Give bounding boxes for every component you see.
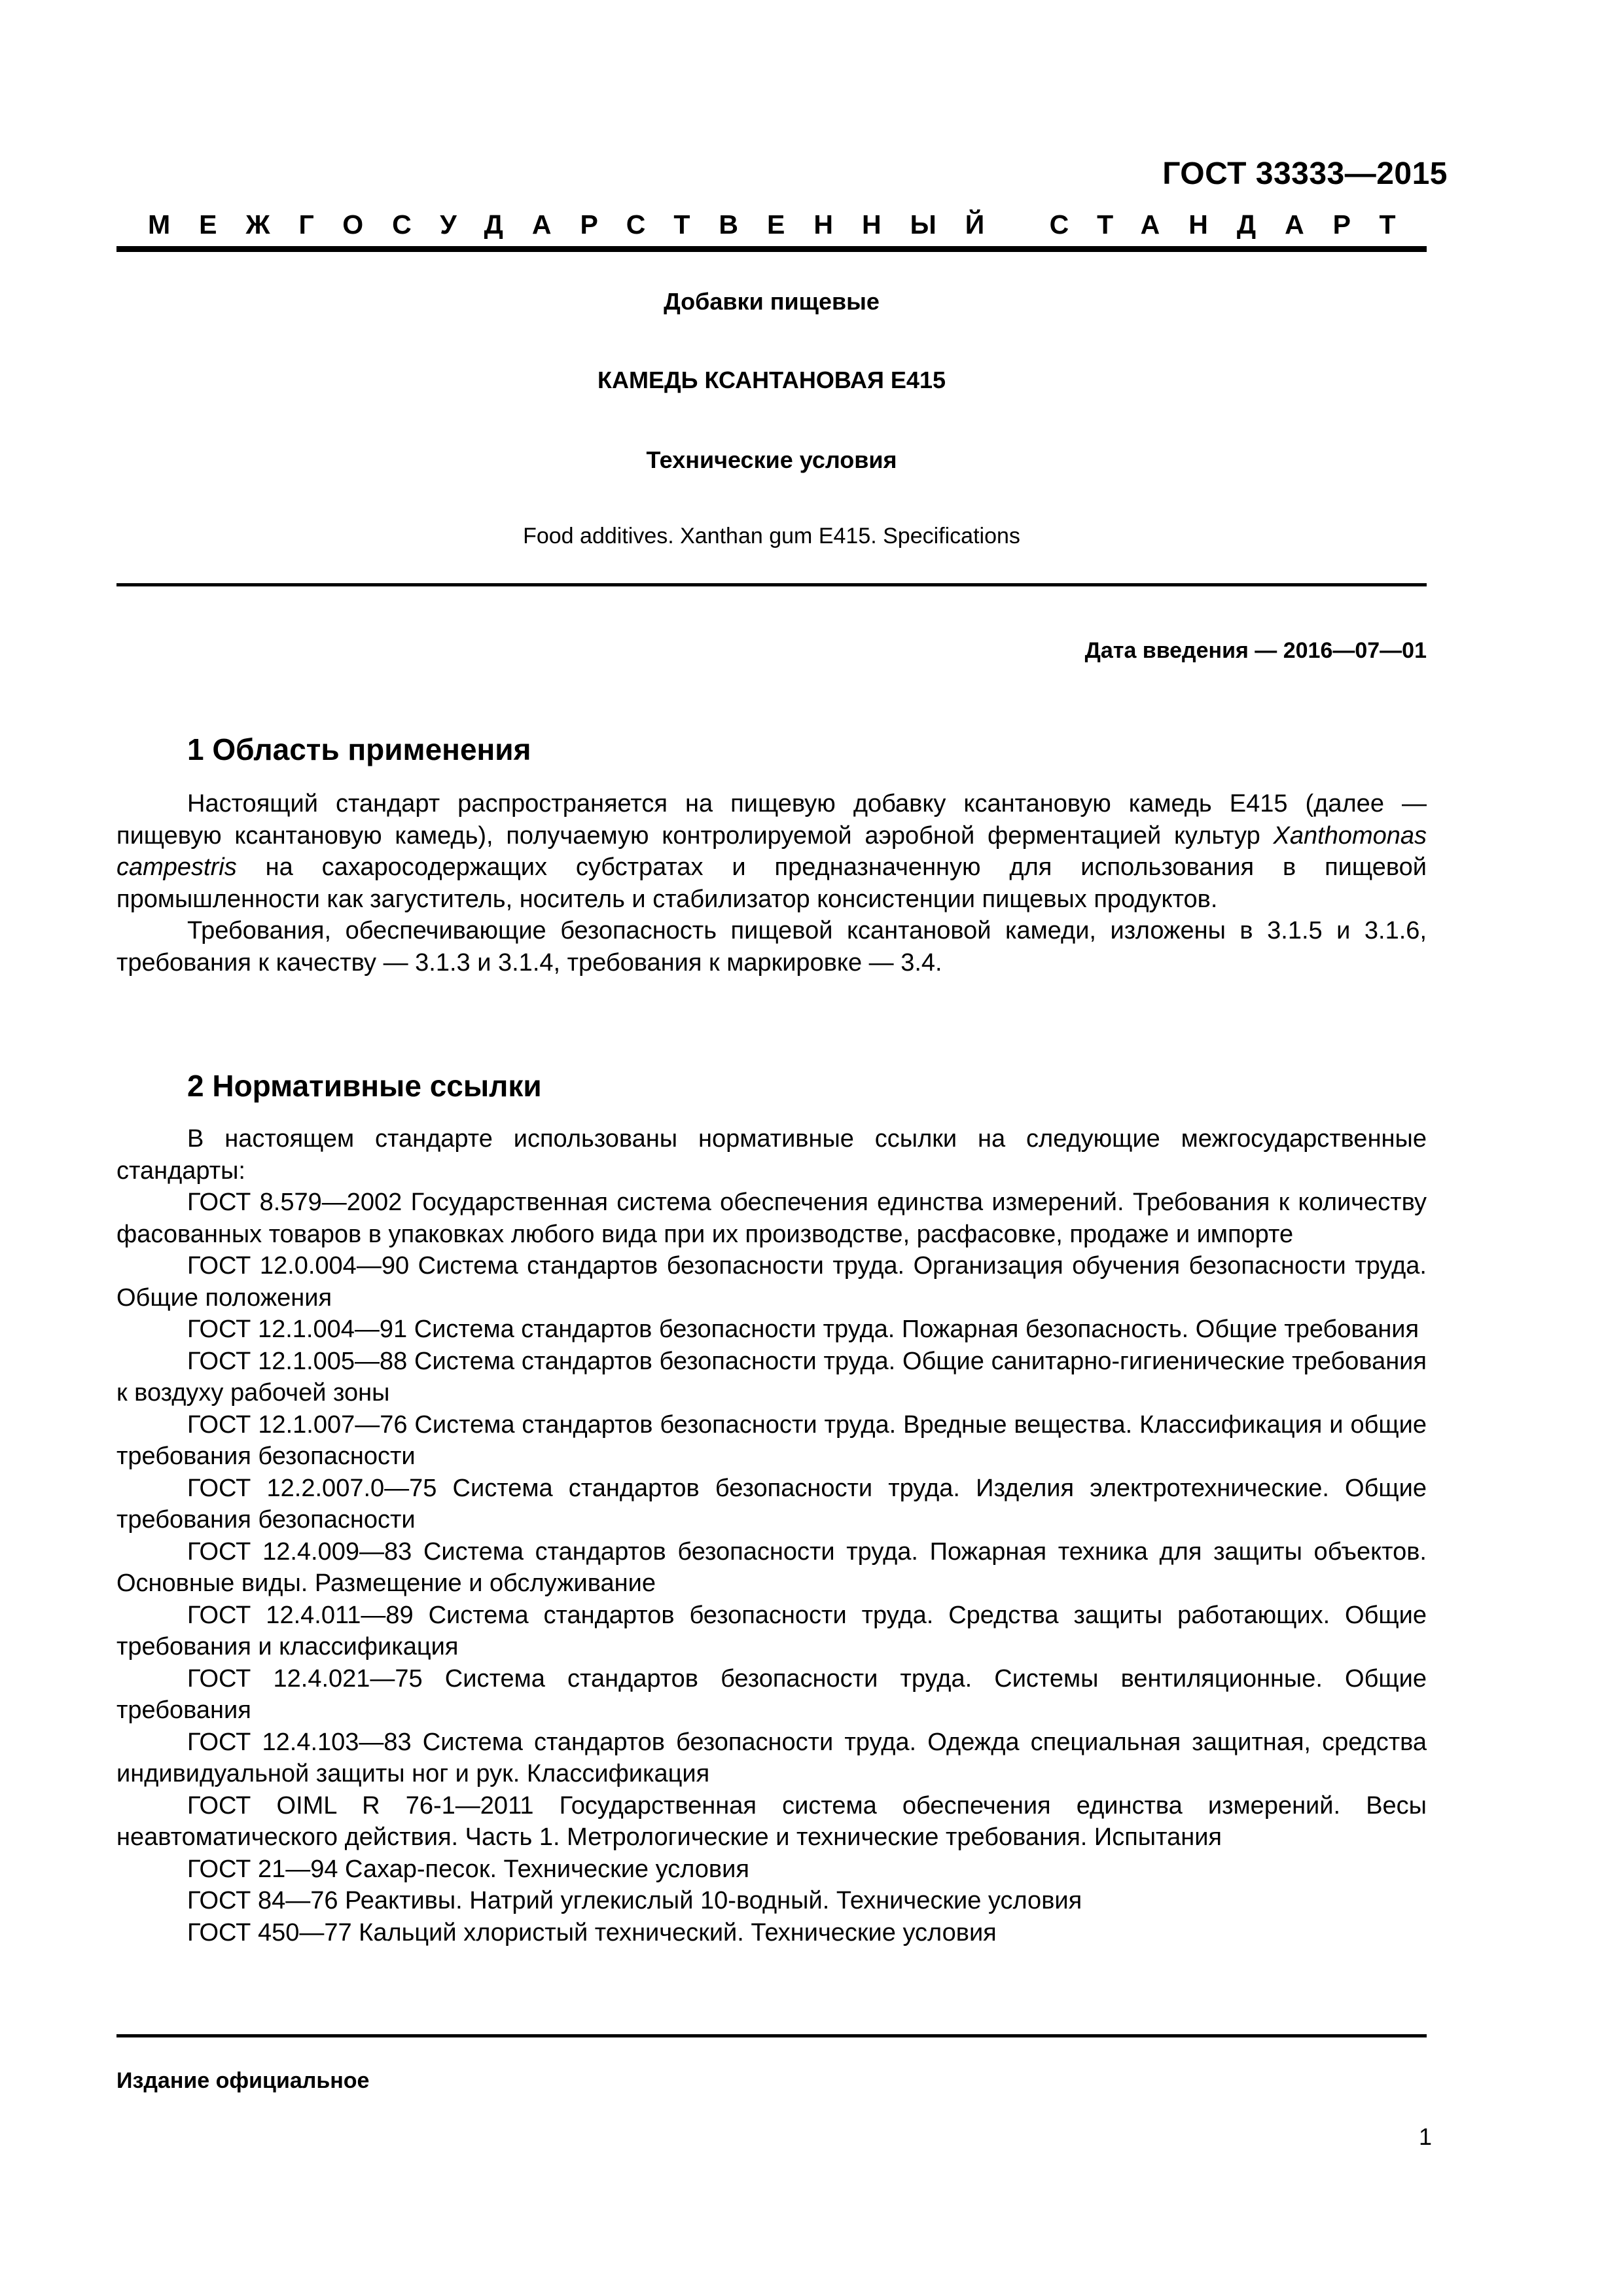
title-subtitle: Технические условия [646, 446, 897, 473]
reference-item: ГОСТ 21—94 Сахар-песок. Технические условия [187, 1855, 749, 1883]
section-1-body [116, 788, 1427, 978]
title-rule [116, 583, 1427, 586]
reference-item: ГОСТ 450—77 Кальций хлористый технический. Технические условия [187, 1918, 997, 1946]
organism-name: Xanthomonas campestris [116, 821, 1427, 881]
reference-item: ГОСТ 12.4.009—83 Система стандартов безопасности труда. Пожарная техника для защиты объектов. Основные виды. Размещение и обслуживание [116, 1537, 1427, 1597]
title-english: Food additives. Xanthan gum E415. Specifications [523, 524, 1020, 548]
reference-item: ГОСТ 12.1.005—88 Система стандартов безопасности труда. Общие санитарно-гигиенические требования к воздуху рабочей зоны [116, 1347, 1427, 1407]
section-2-intro: В настоящем стандарте использованы нормативные ссылки на следующие межгосударственные стандарты: [116, 1125, 1427, 1185]
title-name: КАМЕДЬ КСАНТАНОВАЯ Е415 [597, 367, 946, 393]
gost-number: ГОСТ 33333—2015 [1162, 156, 1448, 191]
section-2-body [116, 1123, 1427, 1948]
introduction-date: Дата введения — 2016—07—01 [1084, 638, 1427, 663]
reference-item: ГОСТ 12.1.007—76 Система стандартов безопасности труда. Вредные вещества. Классификация и общие требования безопасности [116, 1410, 1427, 1470]
standard-type-banner: МЕЖГОСУДАРСТВЕННЫЙ СТАНДАРТ [148, 209, 1425, 240]
reference-item: ГОСТ 84—76 Реактивы. Натрий углекислый 10-водный. Технические условия [187, 1887, 1082, 1914]
section-1-paragraph-2: Требования, обеспечивающие безопасность пищевой ксантановой камеди, изложены в 3.1.5 и 3.1.6, требования к качеству — 3.1.3 и 3.1.4, требования к маркировке — 3.4. [116, 917, 1427, 977]
section-1-heading: 1 Область применения [187, 732, 531, 766]
section-1-paragraph-1 [116, 788, 1427, 915]
reference-item: ГОСТ 12.2.007.0—75 Система стандартов безопасности труда. Изделия электротехнические. Общие требования безопасности [116, 1474, 1427, 1534]
reference-item: ГОСТ 12.4.103—83 Система стандартов безопасности труда. Одежда специальная защитная, средства индивидуальной защиты ног и рук. Классификация [116, 1728, 1427, 1787]
reference-item: ГОСТ OIML R 76-1—2011 Государственная система обеспечения единства измерений. Весы неавтоматического действия. Часть 1. Метрологические и технические требования. Испытания [116, 1791, 1427, 1851]
title-group: Добавки пищевые [664, 288, 880, 315]
page-number: 1 [1418, 2123, 1432, 2150]
reference-item: ГОСТ 12.1.004—91 Система стандартов безопасности труда. Пожарная безопасность. Общие требования [187, 1316, 1419, 1343]
paragraph-text: на сахаросодержащих субстратах и предназначенную для использования в пищевой промышленности как загуститель, носитель и стабилизатор консистенции пищевых продуктов. [116, 853, 1427, 913]
reference-item: ГОСТ 12.4.011—89 Система стандартов безопасности труда. Средства защиты работающих. Общие требования и классификация [116, 1601, 1427, 1660]
reference-item: ГОСТ 8.579—2002 Государственная система обеспечения единства измерений. Требования к количеству фасованных товаров в упаковках любого вида при их производстве, расфасовке, продаже и импорте [116, 1189, 1427, 1248]
official-edition-label: Издание официальное [116, 2068, 370, 2093]
reference-item: ГОСТ 12.0.004—90 Система стандартов безопасности труда. Организация обучения безопасности труда. Общие положения [116, 1252, 1427, 1312]
section-2-heading: 2 Нормативные ссылки [187, 1069, 542, 1103]
header-rule [116, 246, 1427, 252]
paragraph-text: Настоящий стандарт распространяется на пищевую добавку ксантановую камедь Е415 (далее — пищевую ксантановую камедь), получаемую контролируемой аэробной ферментацией культур [116, 790, 1427, 850]
footer-rule [116, 2034, 1427, 2037]
reference-item: ГОСТ 12.4.021—75 Система стандартов безопасности труда. Системы вентиляционные. Общие требования [116, 1664, 1427, 1724]
